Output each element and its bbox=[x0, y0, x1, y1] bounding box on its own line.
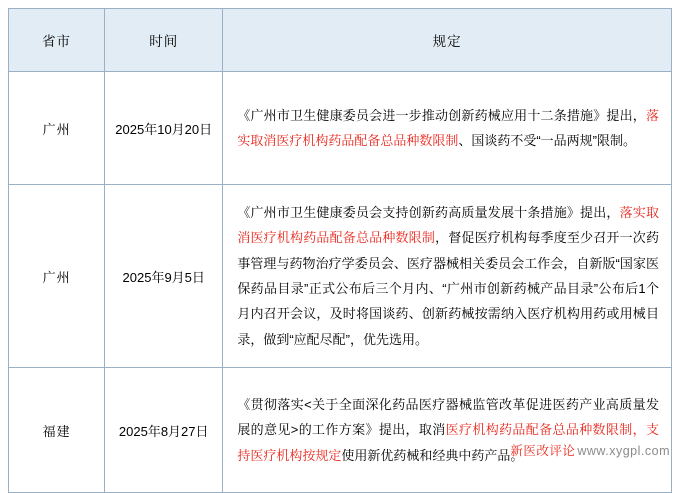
cell-time: 2025年8月27日 bbox=[105, 368, 223, 493]
rule-highlight-text: 医疗机构药品配备总品种数限制，支持医疗机构按规定 bbox=[237, 422, 659, 463]
watermark-url: www.xygpl.com bbox=[577, 444, 670, 458]
policy-table-container bbox=[8, 8, 672, 493]
rule-text: 《贯彻落实<关于全面深化药品医疗器械监管改革促进医药产业高质量发展的意见>的工作方案》提出，取消 bbox=[237, 396, 659, 438]
table-header-row bbox=[9, 9, 672, 72]
cell-province: 广州 bbox=[9, 185, 105, 368]
table-row bbox=[9, 185, 672, 368]
table-body bbox=[9, 72, 672, 493]
rule-text: 、国谈药不受“一品两规”限制。 bbox=[458, 133, 636, 148]
table-header bbox=[9, 9, 672, 72]
column-header-rule: 规定 bbox=[223, 9, 672, 72]
policy-table bbox=[8, 8, 672, 493]
rule-text: 使用新优药械和经典中药产品。 bbox=[341, 447, 524, 463]
rule-text: ，督促医疗机构每季度至少召开一次药事管理与药物治疗学委员会、医疗器械相关委员会工作会，自新版“国家医保药品目录”正式公布后三个月内、“广州市创新药械产品目录”公布后1个月内召开会议，及时将国谈药、创新药械按需纳入医疗机构用药或用械目录，做到“应配尽配”，优先选用。 bbox=[237, 230, 659, 347]
column-header-time: 时间 bbox=[105, 9, 223, 72]
cell-rule bbox=[223, 368, 672, 493]
cell-rule bbox=[223, 72, 672, 185]
column-header-province: 省市 bbox=[9, 9, 105, 72]
rule-highlight-text: 落实取消医疗机构药品配备总品种数限制 bbox=[237, 107, 659, 148]
cell-rule bbox=[223, 185, 672, 368]
cell-province: 广州 bbox=[9, 72, 105, 185]
table-row bbox=[9, 72, 672, 185]
watermark bbox=[510, 441, 670, 459]
cell-time: 2025年9月5日 bbox=[105, 185, 223, 368]
table-row bbox=[9, 368, 672, 493]
watermark-label: 新医改评论 bbox=[510, 444, 576, 458]
cell-time: 2025年10月20日 bbox=[105, 72, 223, 185]
cell-province: 福建 bbox=[9, 368, 105, 493]
rule-highlight-text: 落实取消医疗机构药品配备总品种数限制 bbox=[237, 204, 659, 246]
rule-text: 《广州市卫生健康委员会进一步推动创新药械应用十二条措施》提出， bbox=[237, 107, 646, 123]
rule-text: 《广州市卫生健康委员会支持创新药高质量发展十条措施》提出， bbox=[237, 204, 620, 220]
